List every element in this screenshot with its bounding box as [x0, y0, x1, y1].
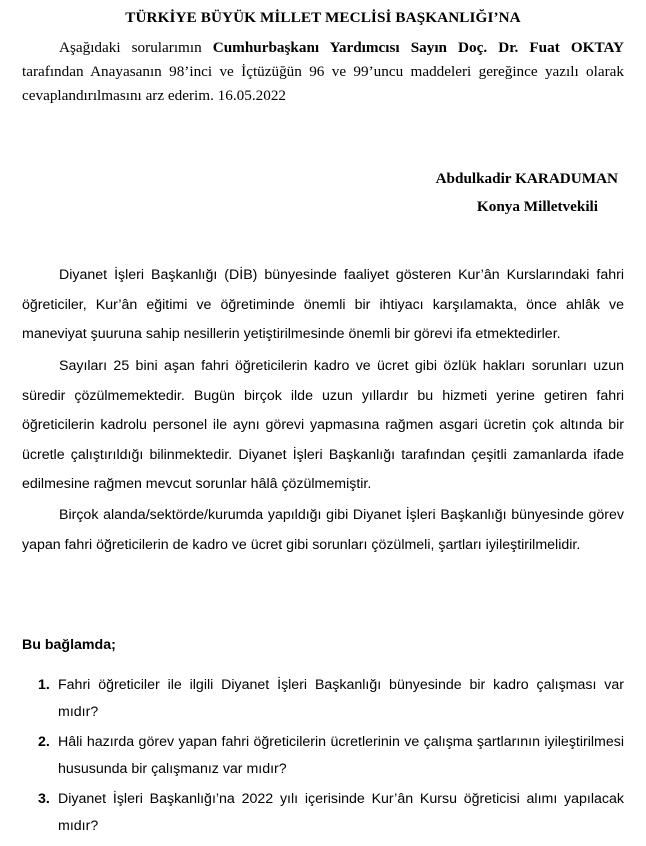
signature-role: Konya Milletvekili — [476, 198, 598, 215]
questions-list — [22, 672, 624, 843]
questions-heading: Bu bağlamda; — [22, 637, 116, 653]
signature-name: Abdulkadir KARADUMAN — [435, 170, 618, 187]
question-item — [22, 786, 624, 840]
document-title: TÜRKİYE BÜYÜK MİLLET MECLİSİ BAŞKANLIĞI’NA — [125, 9, 521, 26]
intro-lead: Aşağıdaki sorularımın — [59, 39, 202, 56]
intro-addressee: Cumhurbaşkanı Yardımcısı Sayın Doç. Dr. Fuat OKTAY — [212, 39, 625, 56]
question-text: Diyanet İşleri Başkanlığı’na 2022 yılı içerisinde Kur’ân Kursu öğreticisi alımı yapılacak mıdır? — [58, 791, 624, 834]
intro-rest: tarafından Anayasanın 98’inci ve İçtüzüğün 96 ve 99’uncu maddeleri gereğince yazılı olarak cevaplandırılmasını arz ederim. 16.05.2022 — [22, 63, 624, 104]
question-number: 1. — [38, 677, 50, 693]
question-number: 3. — [38, 791, 50, 807]
question-item — [22, 672, 624, 726]
question-number: 2. — [38, 734, 50, 750]
intro-paragraph — [22, 36, 624, 108]
body-paragraph: Diyanet İşleri Başkanlığı (DİB) bünyesinde faaliyet gösteren Kur’ân Kurslarındaki fahri öğreticiler, Kur’ân eğitimi ve öğretiminde önemli bir ihtiyacı karşılamakta, önce ahlâk ve maneviyat şuuruna sahip nesillerin yetiştirilmesinde önemli bir görevi ifa etmektedirler. — [22, 267, 624, 342]
body-paragraph: Sayıları 25 bini aşan fahri öğreticilerin kadro ve ücret gibi özlük hakları sorunları uzun süredir çözülmemektedir. Bugün birçok ilde uzun yıllardır bu hizmeti yerine getiren fahri öğreticilerin kadrolu personel ile aynı görevi yapmasına rağmen asgari ücretin çok altında bir ücretle çalıştırıldığı bilinmektedir. Diyanet İşleri Başkanlığı tarafından çeşitli zamanlarda ifade edilmesine rağmen mevcut sorunlar hâlâ çözülmemiştir. — [22, 358, 624, 492]
question-item — [22, 729, 624, 783]
question-text: Fahri öğreticiler ile ilgili Diyanet İşleri Başkanlığı bünyesinde bir kadro çalışması var mıdır? — [58, 677, 624, 720]
question-text: Hâli hazırda görev yapan fahri öğreticilerin ücretlerinin ve çalışma şartlarının iyileştirilmesi hususunda bir çalışmanız var mıdır? — [58, 734, 624, 777]
body-paragraph: Birçok alanda/sektörde/kurumda yapıldığı gibi Diyanet İşleri Başkanlığı bünyesinde görev yapan fahri öğreticilerin de kadro ve ücret gibi sorunları çözülmeli, şartları iyileştirilmelidir. — [22, 507, 624, 553]
